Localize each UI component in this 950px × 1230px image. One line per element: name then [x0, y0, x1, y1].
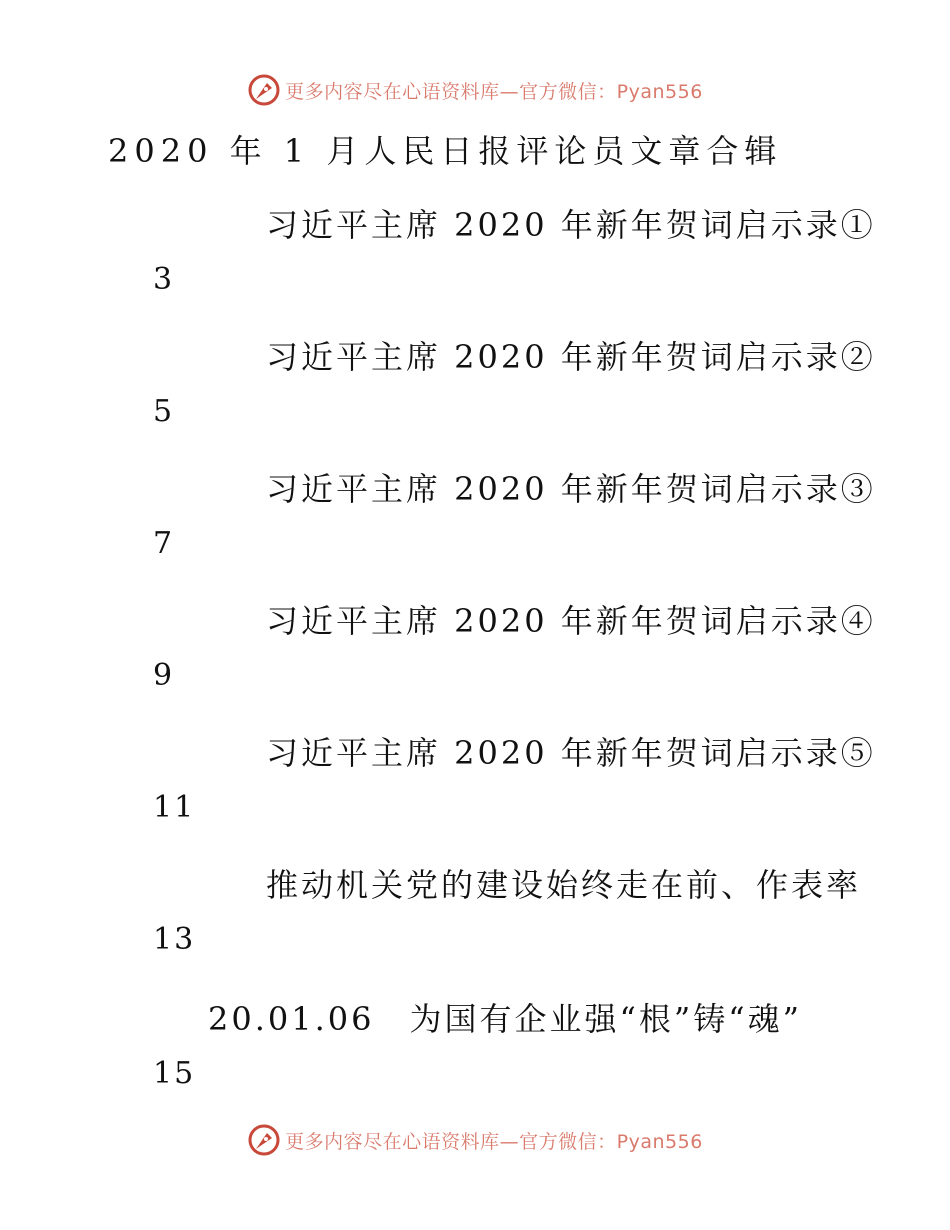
- toc-page-6: 13: [153, 922, 196, 957]
- toc-page-4: 9: [153, 658, 175, 693]
- toc-page-7: 15: [153, 1056, 196, 1091]
- document-title: 2020 年 1 月人民日报评论员文章合辑: [108, 132, 783, 170]
- toc-entry-2: 习近平主席 2020 年新年贺词启示录②: [266, 338, 876, 376]
- toc-page-3: 7: [153, 526, 175, 561]
- toc-entry-7: 20.01.06 为国有企业强“根”铸“魂”: [208, 1000, 802, 1038]
- watermark-text: 更多内容尽在心语资料库—官方微信：Pyan556: [285, 1130, 703, 1153]
- toc-entry-3: 习近平主席 2020 年新年贺词启示录③: [266, 470, 876, 508]
- toc-entry-4: 习近平主席 2020 年新年贺词启示录④: [266, 602, 876, 640]
- pen-nib-logo-icon: [247, 1123, 281, 1157]
- toc-entry-6: 推动机关党的建设始终走在前、作表率: [266, 866, 862, 904]
- footer-watermark: [0, 1120, 950, 1160]
- pen-nib-logo-icon: [247, 73, 281, 107]
- toc-page-2: 5: [153, 394, 175, 429]
- toc-page-1: 3: [153, 262, 175, 297]
- header-watermark: [0, 70, 950, 110]
- watermark-text: 更多内容尽在心语资料库—官方微信：Pyan556: [285, 80, 703, 103]
- toc-page-5: 11: [153, 790, 196, 825]
- toc-entry-1: 习近平主席 2020 年新年贺词启示录①: [266, 206, 876, 244]
- toc-entry-5: 习近平主席 2020 年新年贺词启示录⑤: [266, 734, 876, 772]
